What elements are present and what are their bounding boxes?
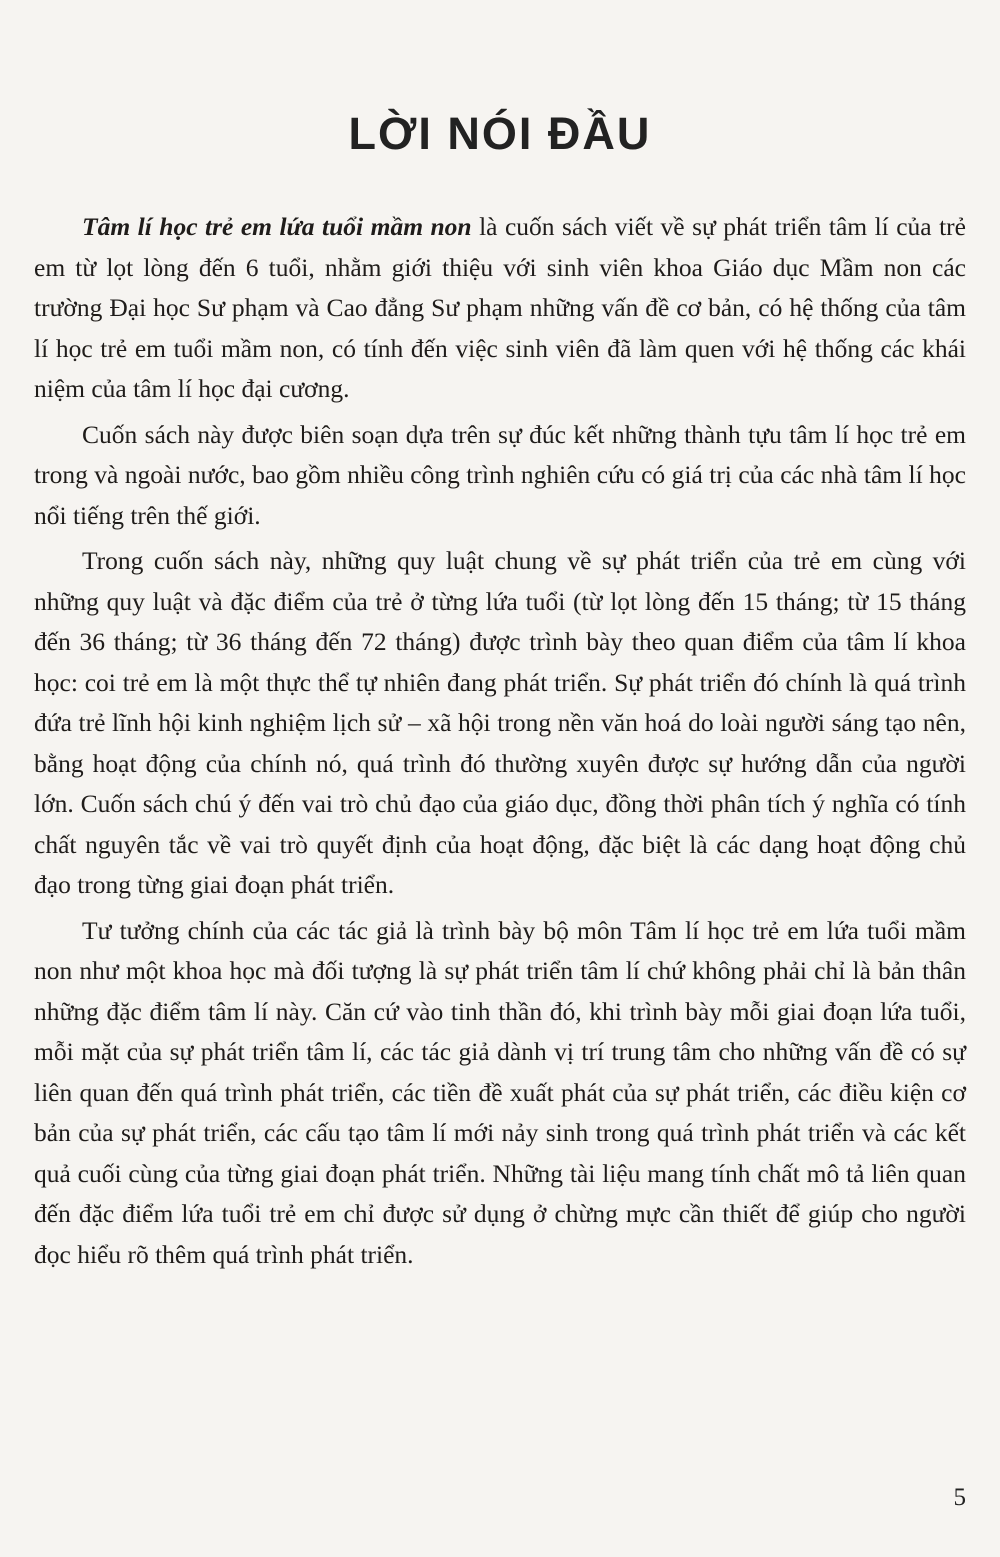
foreword-body <box>34 207 966 1275</box>
page-number: 5 <box>953 1484 966 1511</box>
page-title: LỜI NÓI ĐẦU <box>348 108 652 159</box>
paragraph-4: Tư tưởng chính của các tác giả là trình bày bộ môn Tâm lí học trẻ em lứa tuổi mầm non như một khoa học mà đối tượng là sự phát triển tâm lí chứ không phải chỉ là bản thân những đặc điểm tâm lí này. Căn cứ vào tinh thần đó, khi trình bày mỗi giai đoạn lứa tuổi, mỗi mặt của sự phát triển tâm lí, các tác giả dành vị trí trung tâm cho những vấn đề có sự liên quan đến quá trình phát triển, các tiền đề xuất phát của sự phát triển, các điều kiện cơ bản của sự phát triển, các cấu tạo tâm lí mới nảy sinh trong quá trình phát triển và các kết quả cuối cùng của từng giai đoạn phát triển. Những tài liệu mang tính chất mô tả liên quan đến đặc điểm lứa tuổi trẻ em chỉ được sử dụng ở chừng mực cần thiết để giúp cho người đọc hiểu rõ thêm quá trình phát triển. <box>34 915 966 1269</box>
book-title: Tâm lí học trẻ em lứa tuổi mầm non <box>82 212 472 241</box>
paragraph-1-text: là cuốn sách viết về sự phát triển tâm lí của trẻ em từ lọt lòng đến 6 tuổi, nhằm giới thiệu với sinh viên khoa Giáo dục Mầm non các trường Đại học Sư phạm và Cao đẳng Sư phạm những vấn đề cơ bản, có hệ thống của tâm lí học trẻ em tuổi mầm non, có tính đến việc sinh viên đã làm quen với hệ thống các khái niệm của tâm lí học đại cương. <box>34 212 966 403</box>
paragraph-2: Cuốn sách này được biên soạn dựa trên sự đúc kết những thành tựu tâm lí học trẻ em trong và ngoài nước, bao gồm nhiều công trình nghiên cứu có giá trị của các nhà tâm lí học nổi tiếng trên thế giới. <box>34 419 966 530</box>
paragraph-1 <box>34 207 966 410</box>
paragraph-3: Trong cuốn sách này, những quy luật chung về sự phát triển của trẻ em cùng với những quy luật và đặc điểm của trẻ ở từng lứa tuổi (từ lọt lòng đến 15 tháng; từ 15 tháng đến 36 tháng; từ 36 tháng đến 72 tháng) được trình bày theo quan điểm của tâm lí khoa học: coi trẻ em là một thực thể tự nhiên đang phát triển. Sự phát triển đó chính là quá trình đứa trẻ lĩnh hội kinh nghiệm lịch sử – xã hội trong nền văn hoá do loài người sáng tạo nên, bằng hoạt động của chính nó, quá trình đó thường xuyên được sự hướng dẫn của người lớn. Cuốn sách chú ý đến vai trò chủ đạo của giáo dục, đồng thời phân tích ý nghĩa có tính chất nguyên tắc về vai trò quyết định của hoạt động, đặc biệt là các dạng hoạt động chủ đạo trong từng giai đoạn phát triển. <box>34 546 966 899</box>
